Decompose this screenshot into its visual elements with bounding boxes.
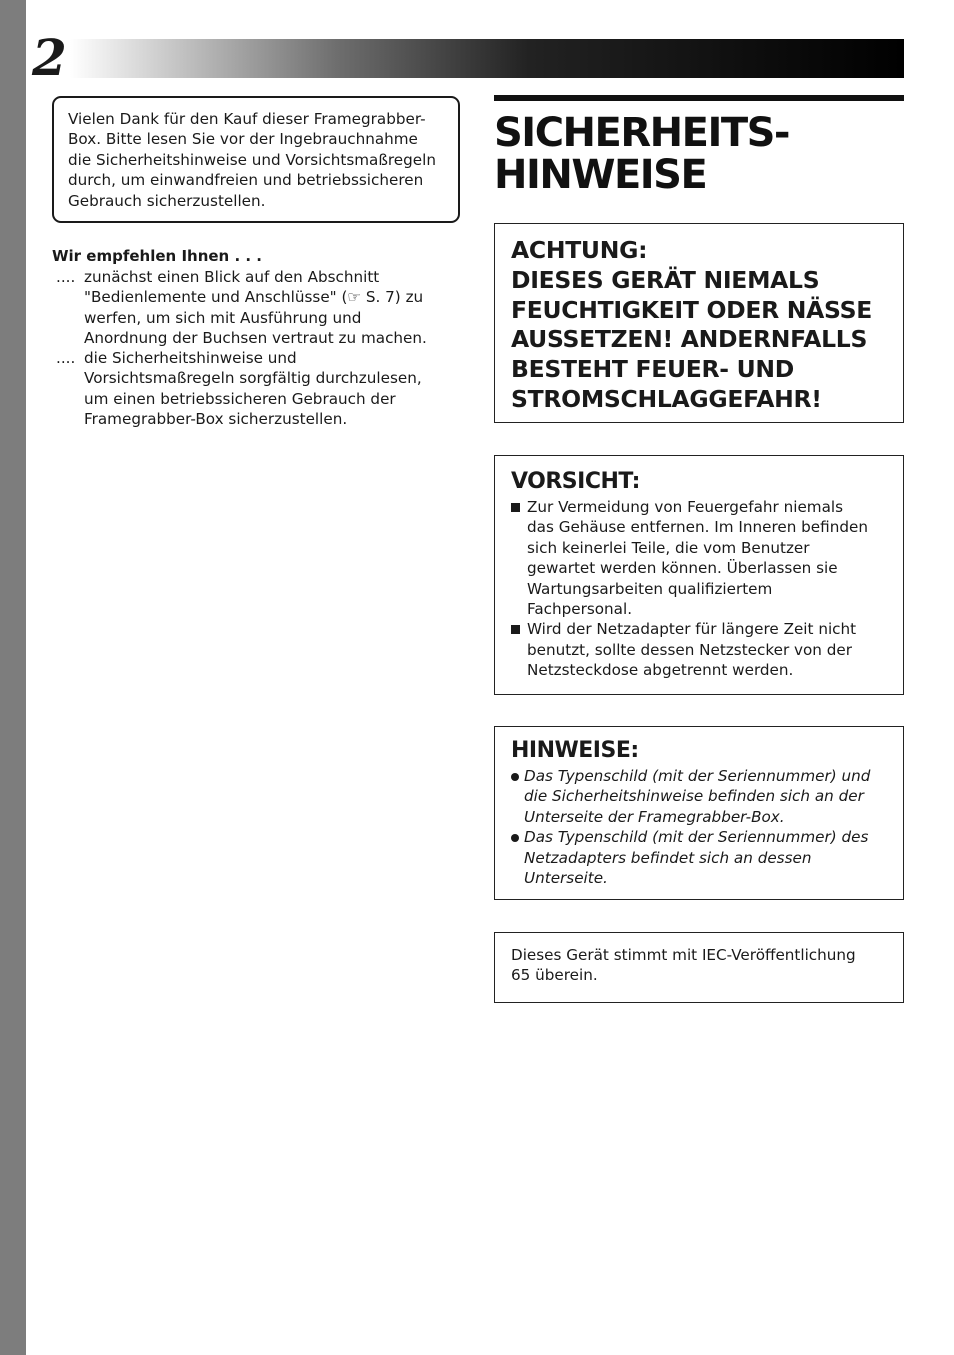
recommend-line: "Bedienlemente und Anschlüsse" (☞ S. 7) zu [84, 288, 424, 307]
side-strip [0, 0, 26, 1355]
title-line: SICHERHEITS- [494, 110, 790, 156]
caution-line: Wird der Netzadapter für längere Zeit nicht [527, 620, 857, 639]
recommend-item [56, 267, 461, 349]
dots-bullet: .... [56, 349, 76, 367]
warning-box [494, 223, 904, 423]
recommend-line: Vorsichtsmaßregeln sorgfältig durchzulesen, [84, 369, 422, 388]
notes-item-text [524, 766, 893, 827]
warning-line: STROMSCHLAGGEFAHR! [511, 384, 822, 413]
caution-line: Zur Vermeidung von Feuergefahr niemals [527, 498, 844, 516]
warning-line: FEUCHTIGKEIT ODER NÄSSE [511, 295, 872, 324]
notes-line: Unterseite. [524, 869, 608, 888]
notes-line: Netzadapters befindet sich an dessen [524, 848, 812, 867]
intro-line: Gebrauch sicherzustellen. [68, 191, 266, 210]
recommend-line: die Sicherheitshinweise und [84, 349, 297, 367]
intro-box [52, 96, 460, 223]
caution-line: Fachpersonal. [527, 600, 633, 619]
caution-line: das Gehäuse entfernen. Im Inneren befinden [527, 518, 868, 537]
recommend-line: um einen betriebssicheren Gebrauch der [84, 389, 396, 408]
caution-item-text [527, 619, 893, 680]
notes-item [511, 766, 893, 827]
caution-item [511, 619, 893, 680]
notes-line: Unterseite der Framegrabber-Box. [524, 807, 785, 826]
caution-heading: VORSICHT: [511, 469, 640, 494]
iec-line: 65 überein. [511, 966, 598, 985]
recommend-item-text [84, 267, 461, 349]
caution-box [494, 455, 904, 695]
caution-line: benutzt, sollte dessen Netzstecker von der [527, 640, 852, 659]
caution-line: gewartet werden können. Überlassen sie [527, 559, 838, 578]
caution-item [511, 497, 893, 619]
square-bullet-icon [511, 503, 520, 512]
warning-line: BESTEHT FEUER- UND [511, 355, 794, 384]
title-line: HINWEISE [494, 152, 707, 198]
page-title [494, 112, 789, 196]
header-gradient-bar [70, 39, 904, 78]
caution-line: sich keinerlei Teile, die vom Benutzer [527, 538, 810, 557]
recommend-item [56, 348, 461, 430]
notes-line: Das Typenschild (mit der Seriennummer) des [524, 828, 869, 847]
caution-item-text [527, 497, 893, 619]
intro-line: Box. Bitte lesen Sie vor der Ingebrauchnahme [68, 130, 418, 149]
notes-item-text [524, 827, 893, 888]
warning-line: DIESES GERÄT NIEMALS [511, 265, 820, 294]
warning-line: AUSSETZEN! ANDERNFALLS [511, 325, 868, 354]
title-rule [494, 95, 904, 101]
recommend-item-text [84, 348, 461, 430]
recommend-line: Anordnung der Buchsen vertraut zu machen. [84, 329, 427, 348]
recommend-line: werfen, um sich mit Ausführung und [84, 308, 362, 327]
notes-line: Das Typenschild (mit der Seriennummer) und [524, 767, 871, 785]
warning-line: ACHTUNG: [511, 236, 648, 264]
iec-compliance-box [494, 932, 904, 1003]
dots-bullet: .... [56, 268, 76, 286]
intro-line: die Sicherheitshinweise und Vorsichtsmaßregeln [68, 150, 436, 169]
iec-line: Dieses Gerät stimmt mit IEC-Veröffentlichung [511, 946, 856, 964]
notes-line: die Sicherheitshinweise befinden sich an der [524, 787, 864, 806]
square-bullet-icon [511, 625, 520, 634]
page-number: 2 [32, 28, 67, 87]
recommend-heading: Wir empfehlen Ihnen . . . [52, 247, 262, 265]
notes-box [494, 726, 904, 900]
caution-line: Netzsteckdose abgetrennt werden. [527, 661, 794, 680]
intro-line: durch, um einwandfreien und betriebssicheren [68, 171, 424, 190]
caution-line: Wartungsarbeiten qualifiziertem [527, 579, 773, 598]
notes-heading: HINWEISE: [511, 738, 639, 763]
dot-bullet-icon [511, 834, 519, 842]
notes-item [511, 827, 893, 888]
recommend-line: Framegrabber-Box sicherzustellen. [84, 410, 348, 429]
dot-bullet-icon [511, 773, 519, 781]
intro-line: Vielen Dank für den Kauf dieser Framegrabber- [68, 110, 426, 128]
recommend-line: zunächst einen Blick auf den Abschnitt [84, 268, 380, 286]
